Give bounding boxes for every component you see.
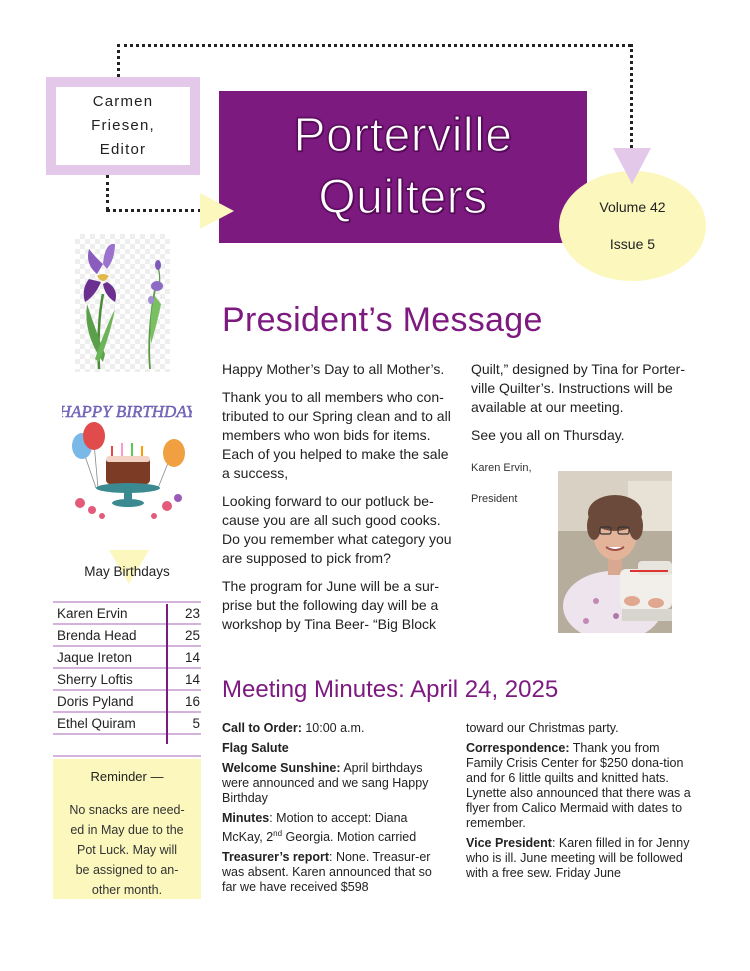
volume-badge	[559, 171, 706, 281]
arrow-right-icon	[200, 193, 234, 229]
birthday-name: Doris Pyland	[57, 693, 134, 709]
issue-number: Issue 5	[609, 236, 656, 252]
treasurer-text: : None. Treasur-er was absent. Karen announced that so far we have received $598	[222, 850, 432, 895]
birthday-name: Jaque Ireton	[57, 649, 133, 665]
minutes-sup: nd	[273, 829, 283, 838]
call-text: 10:00 a.m.	[301, 721, 365, 735]
minutes-continued: toward our Christmas party.	[466, 721, 619, 735]
birthday-row	[53, 713, 201, 735]
treasurer-label: Treasurer’s report	[222, 850, 329, 865]
birthday-row	[53, 603, 201, 625]
birthday-row	[53, 647, 201, 669]
president-paragraph: See you all on Thursday.	[471, 427, 625, 443]
minutes-text-1: : Motion to accept: Diana McKay, 2	[222, 811, 408, 845]
president-col-2	[471, 360, 701, 454]
birthday-name: Brenda Head	[57, 627, 137, 643]
reminder-line: Pot Luck. May will	[76, 843, 178, 857]
minutes-call-to-order	[222, 721, 447, 736]
vp-label: Vice President	[466, 836, 552, 850]
minutes-col-1	[222, 721, 447, 900]
birthday-day: 5	[192, 715, 200, 731]
volume-number: Volume 42	[599, 199, 666, 215]
birthday-day: 14	[184, 671, 200, 687]
minutes-label: Minutes	[222, 811, 270, 825]
president-paragraph: Thank you to all members who con-tributed to our Spring clean and to all members who won bids for items. Each of you helped to make the sale a success,	[222, 389, 451, 481]
dotted-line-right	[630, 44, 633, 148]
dotted-line-left	[117, 44, 120, 77]
sunshine-label: Welcome Sunshine:	[222, 761, 341, 775]
president-paragraph: The program for June will be a sur-prise but the following day will be a workshop by Tina Beer- “Big Block	[222, 578, 440, 632]
birthday-art-text: HAPPY BIRTHDAY	[62, 402, 192, 421]
iris-flower-image	[75, 234, 170, 372]
president-paragraph: Quilt,” designed by Tina for Porter-ville Quilter’s. Instructions will be available at our meeting.	[471, 361, 685, 415]
birthday-name: Karen Ervin	[57, 605, 128, 621]
reminder-title: Reminder —	[90, 769, 164, 784]
signature-title: President	[471, 493, 518, 505]
birthday-day: 16	[184, 693, 200, 709]
birthday-row	[53, 669, 201, 691]
editor-name: Carmen Friesen, Editor	[91, 93, 155, 158]
reminder-line: ed in May due to the	[70, 823, 184, 837]
minutes-heading: Meeting Minutes: April 24, 2025	[222, 676, 559, 703]
president-col-1	[222, 360, 457, 643]
birthdays-title: May Birthdays	[84, 564, 170, 579]
editor-box	[46, 77, 200, 175]
reminder-line: other month.	[91, 883, 163, 897]
birthday-name: Ethel Quiram	[57, 715, 136, 731]
president-photo	[558, 471, 672, 633]
minutes-text-2: Georgia. Motion carried	[282, 830, 417, 845]
birthday-row	[53, 691, 201, 713]
reminder-line: be assigned to an-	[75, 863, 179, 877]
reminder-box	[53, 759, 201, 899]
birthday-row	[53, 625, 201, 647]
dotted-line-bottom-h	[106, 209, 202, 212]
president-heading: President’s Message	[222, 301, 543, 339]
flag-label: Flag Salute	[222, 741, 289, 755]
minutes-sunshine	[222, 761, 447, 806]
dotted-line-bottom-v	[106, 175, 109, 210]
president-paragraph: Looking forward to our potluck be-cause you are all such good cooks. Do you remember what category you are supposed to pick from?	[222, 493, 452, 566]
minutes-correspondence	[466, 741, 696, 831]
president-paragraph: Happy Mother’s Day to all Mother’s.	[222, 361, 445, 377]
minutes-flag-salute	[222, 741, 447, 756]
sunshine-text: April birthdays were announced and we sang Happy Birthday	[222, 761, 429, 805]
call-label: Call to Order:	[222, 721, 302, 735]
birthday-row-empty	[53, 735, 201, 757]
minutes-col-2	[466, 721, 696, 886]
minutes-minutes	[222, 811, 447, 845]
signature-name: Karen Ervin,	[471, 462, 532, 474]
birthday-day: 23	[184, 605, 200, 621]
vp-text: : Karen filled in for Jenny who is ill. June meeting will be followed with a free sew. Friday June	[466, 836, 690, 880]
birthday-name: Sherry Loftis	[57, 671, 133, 687]
masthead-title-line1: Porterville	[293, 109, 513, 162]
dotted-line-top	[117, 44, 631, 47]
birthday-day: 14	[184, 649, 200, 665]
reminder-line: No snacks are need-	[69, 803, 185, 817]
birthday-table-divider	[166, 604, 168, 744]
masthead-title-line2: Quilters	[318, 171, 488, 224]
corr-label: Correspondence:	[466, 741, 570, 755]
corr-text: Thank you from Family Crisis Center for $250 dona-tion and for 6 little quilts and knitted hats. Lynette also announced that there was a flyer from Calico Mermaid with dates to remember.	[466, 741, 691, 830]
birthday-day: 25	[184, 627, 200, 643]
birthday-table	[53, 603, 201, 757]
masthead	[219, 91, 587, 243]
president-signature	[471, 453, 532, 515]
happy-birthday-image	[62, 398, 192, 523]
minutes-treasurer	[222, 850, 447, 895]
arrow-down-icon	[613, 148, 651, 184]
minutes-vice-president	[466, 836, 696, 881]
